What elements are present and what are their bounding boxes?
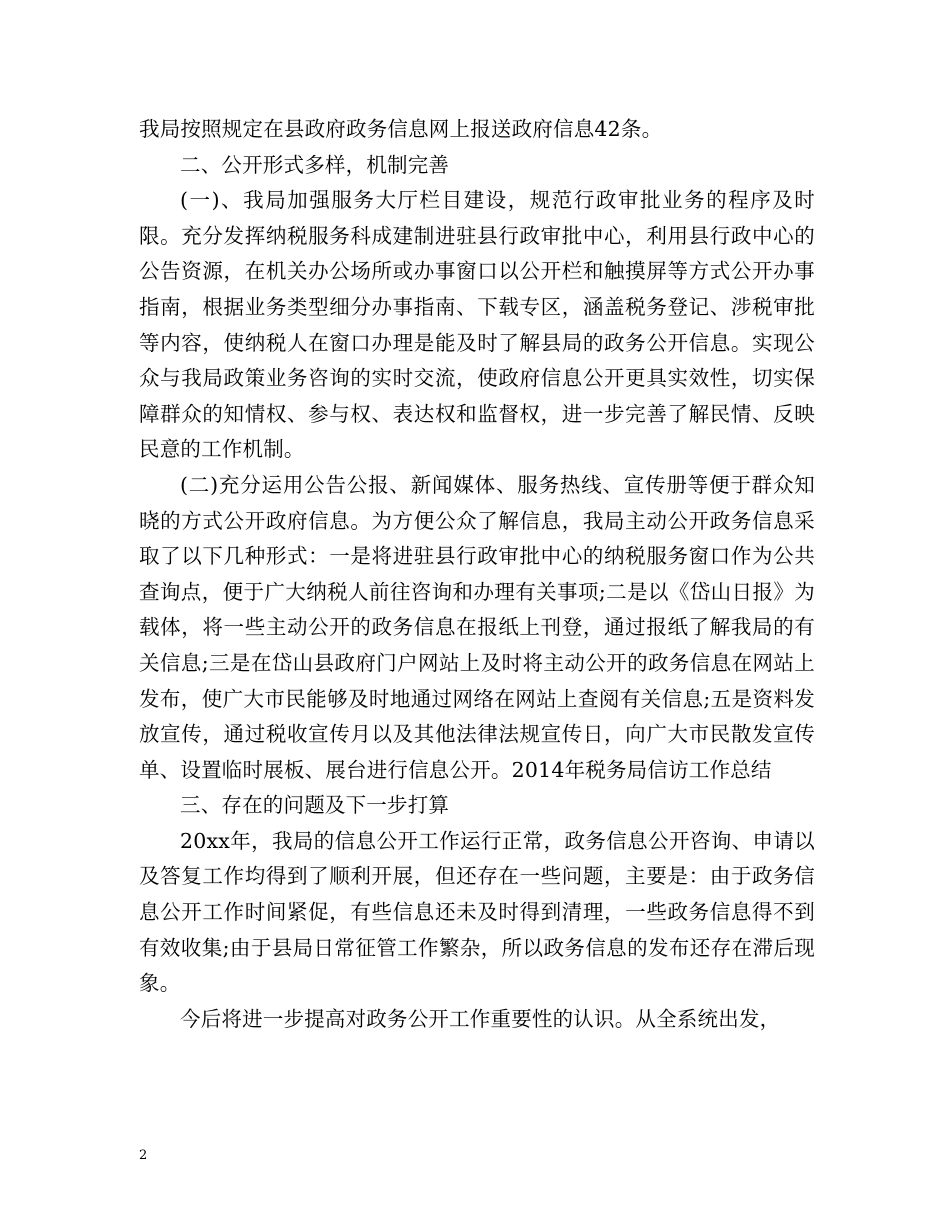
paragraph-disclosure-channels: (二)充分运用公告公报、新闻媒体、服务热线、宣传册等便于群众知晓的方式公开政府信息。为方便公众了解信息，我局主动公开政务信息采取了以下几种形式：一是将进驻县行政审批中心的纳税服务窗口作为公共查询点，便于广大纳税人前往咨询和办理有关事项;二是以《岱山日报》为载体，将一些主动公开的政务信息在报纸上刊登，通过报纸了解我局的有关信息;三是在岱山县政府门户网站上及时将主动公开的政务信息在网站上发布，使广大市民能够及时地通过网络在网站上查阅有关信息;五是资料发放宣传，通过税收宣传月以及其他法律法规宣传日，向广大市民散发宣传单、设置临时展板、展台进行信息公开。2014年税务局信访工作总结: [139, 472, 815, 782]
paragraph-report-count: 我局按照规定在县政府政务信息网上报送政府信息42条。: [139, 117, 663, 141]
paragraph-future-work: 今后将进一步提高对政务公开工作重要性的认识。从全系统出发，: [180, 1006, 781, 1031]
page-number: 2: [139, 1148, 148, 1163]
paragraph-existing-problems: 20xx年，我局的信息公开工作运行正常，政务信息公开咨询、申请以及答复工作均得到了顺利开展，但还存在一些问题，主要是：由于政务信息公开工作时间紧促，有些信息还未及时得到清理，一些政务信息得不到有效收集;由于县局日常征管工作繁杂，所以政务信息的发布还存在滞后现象。: [139, 828, 815, 996]
heading-disclosure-forms: 二、公开形式多样，机制完善: [180, 152, 450, 177]
document-body: [139, 112, 815, 1037]
heading-problems-and-plans: 三、存在的问题及下一步打算: [180, 793, 450, 818]
paragraph-service-hall: (一)、我局加强服务大厅栏目建设，规范行政审批业务的程序及时限。充分发挥纳税服务科成建制进驻县行政审批中心，利用县行政中心的公告资源，在机关办公场所或办事窗口以公开栏和触摸屏等方式公开办事指南，根据业务类型细分办事指南、下载专区，涵盖税务登记、涉税审批等内容，使纳税人在窗口办理是能及时了解县局的政务公开信息。实现公众与我局政策业务咨询的实时交流，使政府信息公开更具实效性，切实保障群众的知情权、参与权、表达权和监督权，进一步完善了解民情、反映民意的工作机制。: [139, 188, 815, 462]
